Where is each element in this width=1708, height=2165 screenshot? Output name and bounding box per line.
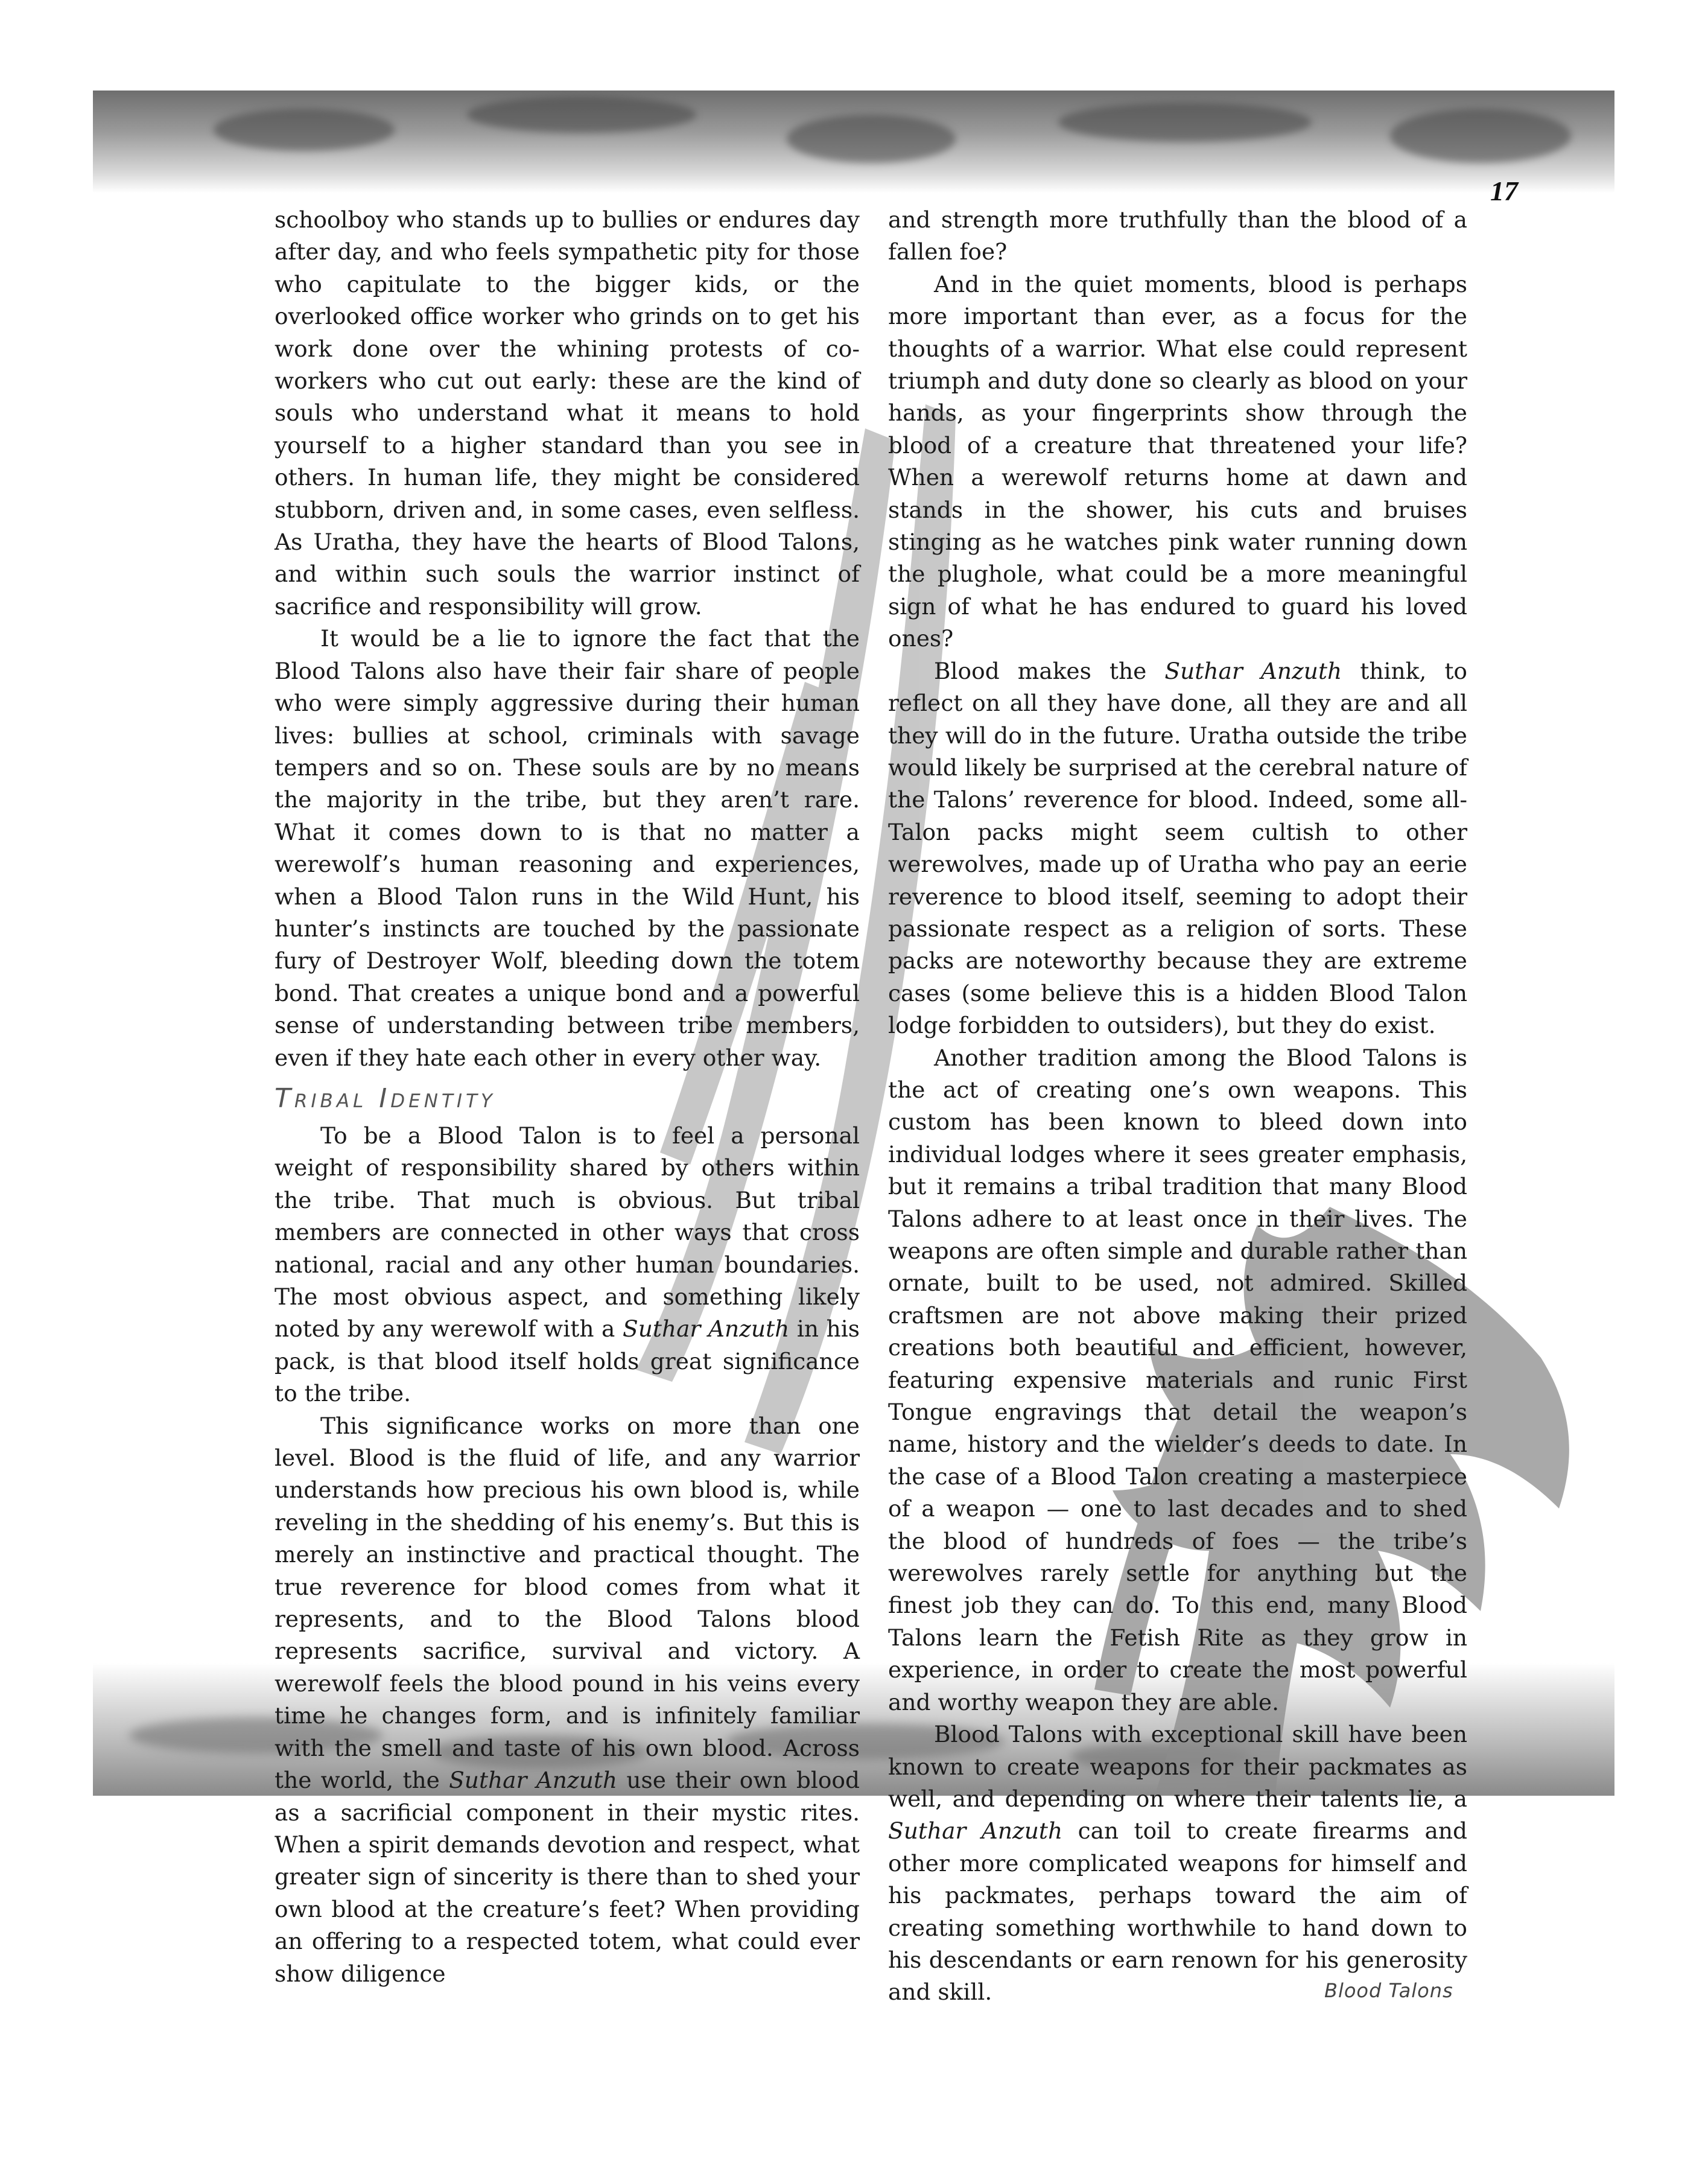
paragraph: schoolboy who stands up to bullies or endures day after day, and who feels sympathetic pity for those who capitulate to the bigger kids, or the overlooked office worker who grinds on to get his work done over the whining protests of co-workers who cut out early: these are the kind of souls who understand what it means to hold yourself to a higher standard than you see in others. In human life, they might be considered stubborn, driven and, in some cases, even selfless. As Uratha, they have the hearts of Blood Talons, and within such souls the warrior instinct of sacrifice and responsibility will grow. — [275, 206, 860, 620]
paragraph: This significance works on more than one level. Blood is the fluid of life, and any warrior understands how precious his own blood is, while reveling in the shedding of his enemy’s. But this is merely an instinctive and practical thought. The true reverence for blood comes from what it represents, and to the Blood Talons blood represents sacrifice, survival and victory. A werewolf feels the blood pound in his veins every time he changes form, and is infinitely familiar with the smell and taste of his own blood. Across the world, the Suthar Anzuth use their own blood as a sacrificial component in their mystic rites. When a spirit demands devotion and respect, what greater sign of sincerity is there than to shed your own blood at the creature’s feet? When providing an offering to a respected totem, what could ever show diligence — [275, 1412, 860, 1987]
paragraph: Another tradition among the Blood Talons is the act of creating one’s own weapons. This custom has been known to bleed down into individual lodges where it sees greater emphasis, but it remains a tribal tradition that many Blood Talons adhere to at least once in their lives. The weapons are often simple and durable rather than ornate, built to be used, not admired. Skilled craftsmen are not above making their prized creations both beautiful and efficient, however, featuring expensive materials and runic First Tongue engravings that detail the weapon’s name, history and the wielder’s deeds to date. In the case of a Blood Talon creating a masterpiece of a weapon — one to last decades and to shed the blood of hundreds of foes — the tribe’s werewolves rarely settle for anything but the finest job they can do. To this end, many Blood Talons learn the Fetish Rite as they grow in experience, in order to create the most powerful and worthy weapon they are able. — [888, 1044, 1467, 1715]
emphasis-text: Suthar Anzuth — [623, 1315, 790, 1343]
emphasis-text: Suthar Anzuth — [888, 1817, 1063, 1845]
book-title-footer: Blood Talons — [1324, 1979, 1453, 2002]
paragraph: and strength more truthfully than the blood of a fallen foe? — [888, 206, 1467, 265]
paragraph: To be a Blood Talon is to feel a personal weight of responsibility shared by others within the tribe. That much is obvious. But tribal members are connected in other ways that cross national, racial and any other human boundaries. The most obvious aspect, and something likely noted by any werewolf with a Suthar Anzuth in his pack, is that blood itself holds great significance to the tribe. — [275, 1122, 860, 1407]
paragraph: And in the quiet moments, blood is perhaps more important than ever, as a focus for the thoughts of a warrior. What else could represent triumph and duty done so clearly as blood on your hands, as your fingerprints show through the blood of a creature that threatened your life? When a werewolf returns home at dawn and stands in the shower, his cuts and bruises stinging as he watches pink water running down the plughole, what could be a more meaningful sign of what he has endured to guard his loved ones? — [888, 270, 1467, 652]
paragraph: Blood Talons with exceptional skill have been known to create weapons for their packmates as well, and depending on where their talents lie, a Suthar Anzuth can toil to create firearms and other more complicated weapons for himself and his packmates, perhaps toward the aim of creating something worthwhile to hand down to his descendants or earn renown for his generosity and skill. — [888, 1721, 1467, 2006]
paragraph: Blood makes the Suthar Anzuth think, to reflect on all they have done, all they are and all they will do in the future. Uratha outside the tribe would likely be surprised at the cerebral nature of the Talons’ reverence for blood. Indeed, some all-Talon packs might seem cultish to other werewolves, made up of Uratha who pay an eerie reverence to blood itself, seeming to adopt their passionate respect as a religion of sorts. These packs are noteworthy because they are extreme cases (some believe this is a hidden Blood Talon lodge forbidden to outsiders), but they do exist. — [888, 657, 1467, 1039]
page-number: 17 — [1490, 176, 1518, 206]
section-heading: Tribal Identity — [275, 1082, 496, 1114]
paragraph: It would be a lie to ignore the fact that the Blood Talons also have their fair share of people who were simply aggressive during their human lives: bullies at school, criminals with savage tempers and so on. These souls are by no means the majority in the tribe, but they aren’t rare. What it comes down to is that no matter a werewolf’s human reasoning and experiences, when a Blood Talon runs in the Wild Hunt, his hunter’s instincts are touched by the passionate fury of Destroyer Wolf, bleeding down the totem bond. That creates a unique bond and a powerful sense of understanding between tribe members, even if they hate each other in every other way. — [275, 625, 860, 1071]
emphasis-text: Suthar Anzuth — [449, 1767, 618, 1794]
emphasis-text: Suthar Anzuth — [1164, 657, 1342, 684]
left-text-column — [275, 204, 860, 1990]
right-text-column — [888, 204, 1467, 2009]
